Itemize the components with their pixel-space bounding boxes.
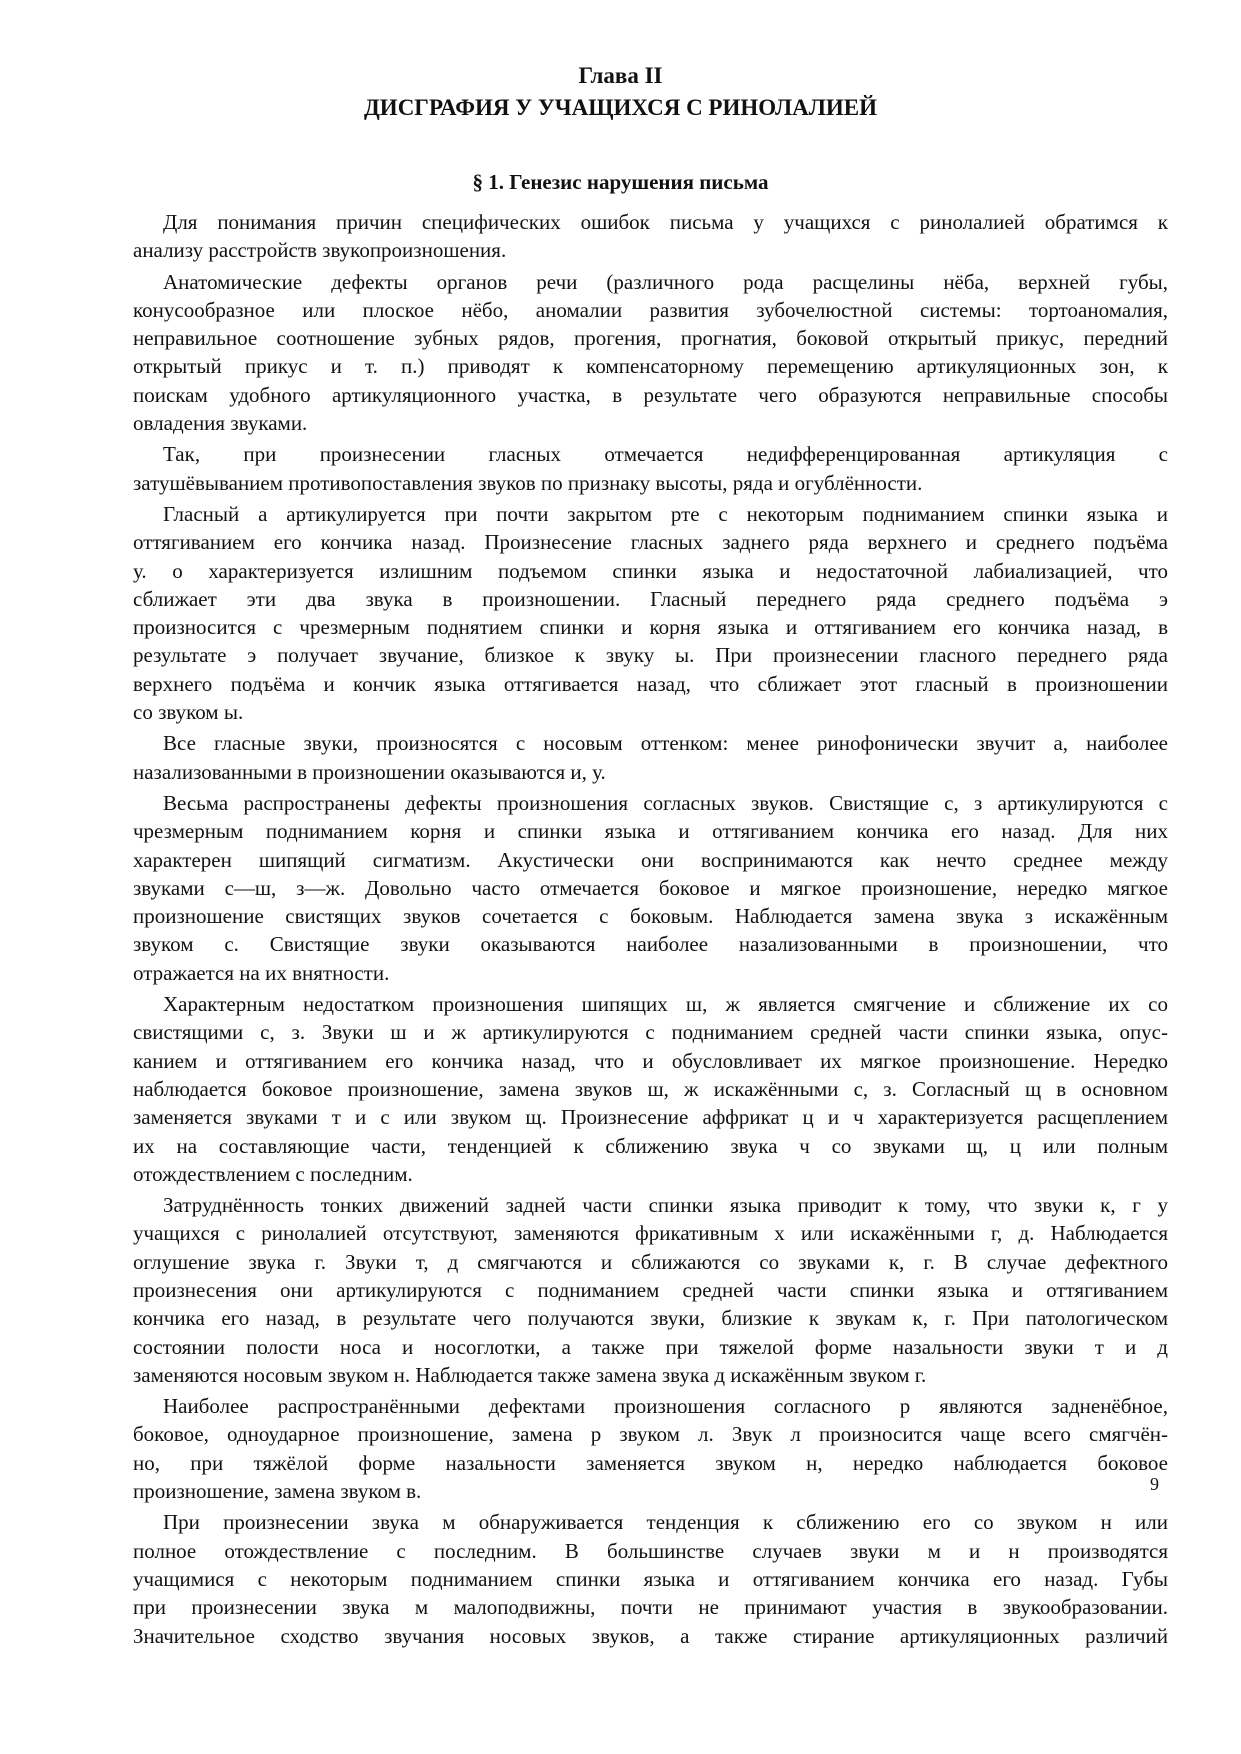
text-line: оглушение звука г. Звуки т, д смягчаются и сближаются со звуками к, г. В случае дефектного	[133, 1249, 1168, 1274]
text-line: Затруднённость тонких движений задней части спинки языка приводит к тому, что звуки к, г у	[163, 1193, 1168, 1218]
text-line: произносится с чрезмерным поднятием спинки и корня языка и оттягиванием его кончика назад, в	[133, 615, 1168, 640]
section-heading: § 1. Генезис нарушения письма	[472, 170, 769, 194]
paragraph	[133, 729, 1168, 786]
text-line: Анатомические дефекты органов речи (различного рода расщелины нёба, верхней губы,	[163, 269, 1168, 294]
paragraph	[133, 500, 1168, 726]
text-line: Для понимания причин специфических ошибок письма у учащихся с ринолалией обратимся к	[163, 210, 1168, 234]
text-line: состоянии полости носа и носоглотки, а также при тяжелой форме назальности звуки т и д	[133, 1334, 1168, 1359]
paragraph	[133, 1508, 1168, 1649]
chapter-heading	[0, 60, 1241, 124]
text-line: при произнесении звука м малоподвижны, почти не принимают участия в звукообразовании.	[133, 1595, 1168, 1620]
text-line: произнесения они артикулируются с подниманием средней части спинки языка и оттягиванием	[133, 1277, 1168, 1302]
text-line: Все гласные звуки, произносятся с носовым оттенком: менее ринофонически звучит а, наиболее	[163, 731, 1168, 756]
text-line: кончика его назад, в результате чего получаются звуки, близкие к звукам к, г. При патологическом	[133, 1306, 1168, 1331]
text-line: результате э получает звучание, близкое к звуку ы. При произнесении гласного переднего ряда	[133, 643, 1168, 668]
text-line: учащимися с некоторым подниманием спинки языка и оттягиванием кончика его назад. Губы	[133, 1566, 1168, 1591]
text-line: звуками с—ш, з—ж. Довольно часто отмечается боковое и мягкое произношение, нередко мягкое	[133, 875, 1168, 900]
text-line: учащихся с ринолалией отсутствуют, заменяются фрикативным х или искажёнными г, д. Наблюдается	[133, 1221, 1168, 1246]
page-number: 9	[1150, 1474, 1159, 1494]
text-line: верхнего подъёма и кончик языка оттягивается назад, что сближает этот гласный в произношении	[133, 671, 1168, 696]
text-line: неправильное соотношение зубных рядов, прогения, прогнатия, боковой открытый прикус, передний	[133, 326, 1168, 351]
text-line: звуком с. Свистящие звуки оказываются наиболее назализованными в произношении, что	[133, 932, 1168, 957]
text-line: у. о характеризуется излишним подъемом спинки языка и недостаточной лабиализацией, что	[133, 558, 1168, 583]
text-line: овладения звуками.	[133, 411, 308, 436]
paragraph	[133, 1392, 1168, 1505]
text-line: Значительное сходство звучания носовых звуков, а также стирание артикуляционных различий	[133, 1623, 1168, 1648]
paragraph	[133, 268, 1168, 438]
paragraph	[133, 440, 1168, 497]
text-line: заменяются носовым звуком н. Наблюдается также замена звука д искажённым звуком г.	[133, 1362, 927, 1387]
text-line: анализу расстройств звукопроизношения.	[133, 238, 507, 263]
text-line: заменяется звуками т и с или звуком щ. Произнесение аффрикат ц и ч характеризуется расщеплением	[133, 1105, 1168, 1130]
text-line: Наиболее распространёнными дефектами произношения согласного р являются задненёбное,	[163, 1394, 1168, 1419]
text-line: но, при тяжёлой форме назальности заменяется звуком н, нередко наблюдается боковое	[133, 1450, 1168, 1475]
text-line: чрезмерным подниманием корня и спинки языка и оттягиванием кончика его назад. Для них	[133, 819, 1168, 844]
text-line: полное отождествление с последним. В большинстве случаев звуки м и н производятся	[133, 1538, 1168, 1563]
text-line: назализованными в произношении оказываются и, у.	[133, 759, 606, 784]
text-line: боковое, одноударное произношение, замена р звуком л. Звук л произносится чаще всего смягчён-	[133, 1422, 1168, 1447]
text-line: канием и оттягиванием его кончика назад, что и обусловливает их мягкое произношение. Нередко	[133, 1048, 1168, 1073]
text-line: их на составляющие части, тенденцией к сближению звука ч со звуками щ, ц или полным	[133, 1133, 1168, 1158]
text-line: Гласный а артикулируется при почти закрытом рте с некоторым подниманием спинки языка и	[163, 501, 1168, 526]
text-line: Характерным недостатком произношения шипящих ш, ж является смягчение и сближение их со	[163, 992, 1168, 1017]
text-line: Так, при произнесении гласных отмечается недифференцированная артикуляция с	[163, 442, 1168, 467]
text-line: произношение свистящих звуков сочетается с боковым. Наблюдается замена звука з искажённым	[133, 904, 1168, 929]
text-line: отождествлением с последним.	[133, 1161, 413, 1186]
text-line: сближает эти два звука в произношении. Гласный переднего ряда среднего подъёма э	[133, 586, 1168, 611]
paragraph	[133, 1191, 1168, 1389]
paragraph	[133, 789, 1168, 987]
chapter-number: Глава II	[578, 63, 663, 88]
text-line: оттягиванием его кончика назад. Произнесение гласных заднего ряда верхнего и среднего подъёма	[133, 530, 1168, 555]
text-line: поискам удобного артикуляционного участка, в результате чего образуются неправильные способы	[133, 382, 1168, 407]
text-line: характерен шипящий сигматизм. Акустически они воспринимаются как нечто среднее между	[133, 847, 1168, 872]
text-line: отражается на их внятности.	[133, 960, 390, 985]
text-line: При произнесении звука м обнаруживается тенденция к сближению его со звуком н или	[163, 1510, 1168, 1535]
text-line: свистящими с, з. Звуки ш и ж артикулируются с подниманием средней части спинки языка, опус-	[133, 1020, 1168, 1045]
text-line: затушёвыванием противопоставления звуков по признаку высоты, ряда и огублённости.	[133, 470, 923, 495]
chapter-title: ДИСГРАФИЯ У УЧАЩИХСЯ С РИНОЛАЛИЕЙ	[363, 95, 878, 120]
text-line: произношение, замена звуком в.	[133, 1479, 422, 1504]
text-line: наблюдается боковое произношение, замена звуков ш, ж искажёнными с, з. Согласный щ в основном	[133, 1076, 1168, 1101]
body-text	[133, 205, 1168, 1650]
text-line: открытый прикус и т. п.) приводят к компенсаторному перемещению артикуляционных зон, к	[133, 354, 1168, 379]
text-line: Весьма распространены дефекты произношения согласных звуков. Свистящие с, з артикулируются с	[163, 790, 1168, 815]
text-line: конусообразное или плоское нёбо, аномалии развития зубочелюстной системы: тортоаномалия,	[133, 297, 1168, 322]
paragraph	[133, 990, 1168, 1188]
paragraph	[133, 208, 1168, 265]
text-line: со звуком ы.	[133, 700, 244, 725]
